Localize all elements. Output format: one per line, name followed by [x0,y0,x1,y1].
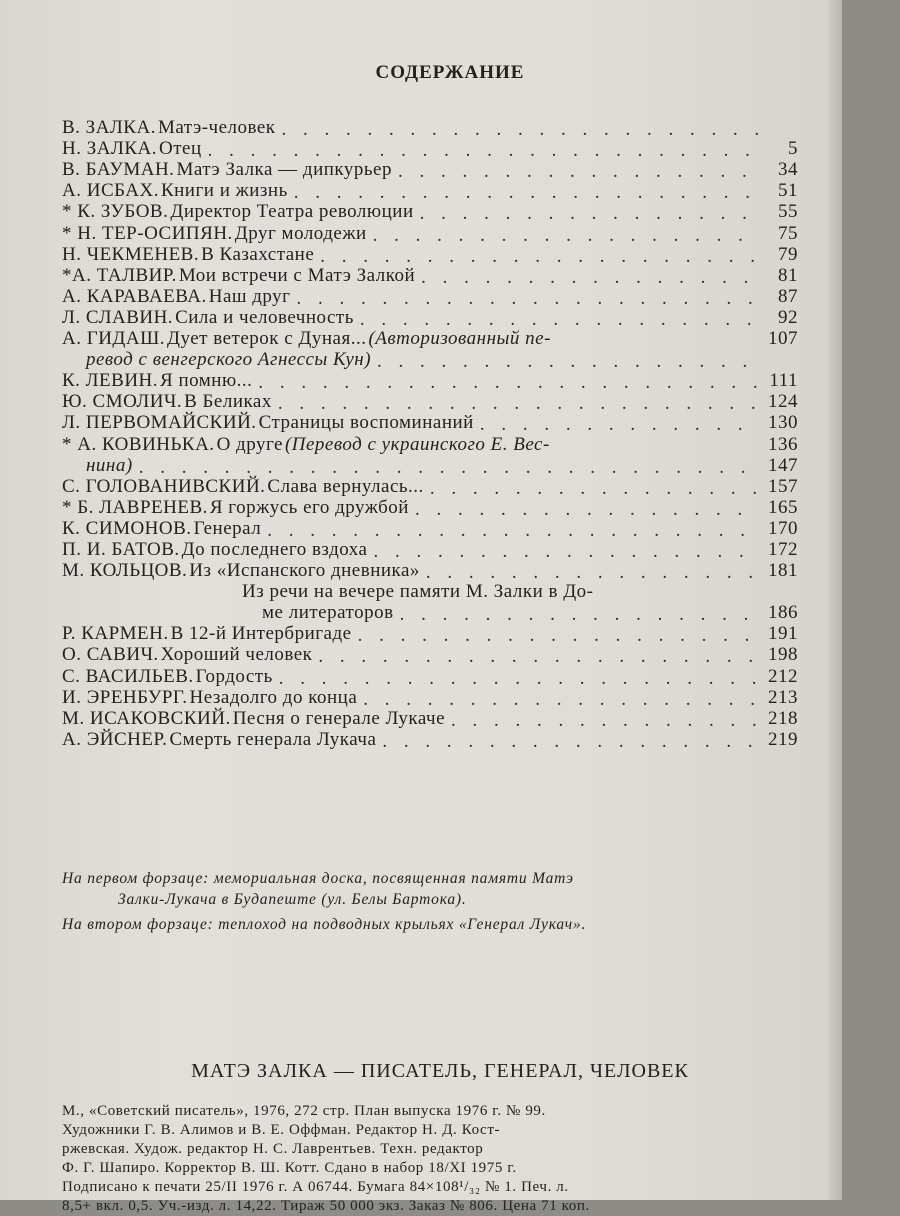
toc-leader-dots [474,415,760,434]
toc-entry [62,413,798,434]
toc-title: Я горжусь его дружбой [209,496,409,518]
toc-page-number: 111 [769,370,798,392]
toc-page-number: 165 [768,496,798,518]
toc-entry [62,329,798,350]
toc-leader-dots [252,373,760,392]
toc-leader-dots [312,647,760,666]
toc-leader-dots [445,711,760,730]
toc-entry [62,645,798,666]
toc-leader-dots [352,626,760,645]
toc-page-number: 218 [768,707,798,729]
toc-entry [62,308,798,329]
toc-page-number: 81 [778,264,798,286]
toc-title: Матэ-человек [157,117,276,139]
toc-title: В 12-й Интербригаде [170,623,352,645]
toc-leader-dots [424,479,760,498]
note-line: На первом форзаце: мемориальная доска, посвященная памяти Матэ [62,870,574,887]
toc-title: Друг молодежи [234,222,367,244]
toc-page-number: 212 [768,665,798,687]
toc-title: Слава вернулась... [267,475,424,497]
toc-entry [62,624,798,645]
toc-author: Ю. СМОЛИЧ. [62,391,183,413]
toc-page-number: 219 [768,728,798,750]
toc-leader-dots [409,500,760,519]
toc-entry [62,245,798,266]
toc-author: М. КОЛЬЦОВ. [62,560,188,582]
toc-title: Директор Театра революции [170,201,414,223]
endpaper-note-first [62,868,794,910]
toc-page-number: 55 [778,201,798,223]
toc-leader-dots [392,162,760,181]
toc-leader-dots [272,394,760,413]
toc-page-number: 136 [768,433,798,455]
endpaper-note-second [62,914,794,935]
note-line: На втором форзаце: теплоход на подводных крыльях «Генерал Лукач». [62,916,587,933]
toc-entry [62,434,798,455]
toc-title-note: ревод с венгерского Агнессы Кун) [86,349,372,371]
toc-author: И. ЭРЕНБУРГ. [62,686,188,708]
toc-title: Книги и жизнь [160,180,288,202]
toc-author: В. ЗАЛКА. [62,117,156,139]
toc-entry [62,540,798,561]
page-edge [828,0,842,1200]
toc-author: С. ВАСИЛЬЕВ. [62,665,194,687]
toc-title: В Казахстане [201,243,315,265]
toc-leader-dots [288,183,760,202]
note-line: Залки-Лукача в Будапеште (ул. Белы Бартока). [118,891,467,908]
toc-page-number: 107 [768,328,798,350]
toc-entry [62,181,798,202]
toc-author: С. ГОЛОВАНИВСКИЙ. [62,475,266,497]
toc-title: Из «Испанского дневника» [189,560,420,582]
toc-entry [62,498,798,519]
toc-leader-dots [420,563,760,582]
toc-entry [62,118,798,139]
toc-page-number: 213 [768,686,798,708]
imprint-line: Художники Г. В. Алимов и В. Е. Оффман. Редактор Н. Д. Кост- [62,1122,501,1138]
imprint-line: Ф. Г. Шапиро. Корректор В. Ш. Котт. Сдано в набор 18/XI 1975 г. [62,1160,517,1176]
toc-author: К. ЛЕВИН. [62,370,159,392]
toc-title: Хороший человек [160,644,313,666]
toc-title-note: (Авторизованный пе- [368,328,551,350]
toc-title: ме литераторов [262,602,394,624]
toc-page-number: 34 [778,159,798,181]
toc-entry [62,160,798,181]
toc-leader-dots [261,521,760,540]
toc-entry [62,582,798,603]
toc-leader-dots [133,458,760,477]
toc-entry [62,477,798,498]
toc-entry [62,561,798,582]
toc-title-note: (Перевод с украинского Е. Вес- [284,433,550,455]
toc-title: Смерть генерала Лукача [169,728,377,750]
toc-entry [62,350,798,371]
toc-entry [62,688,798,709]
toc-leader-dots [357,690,760,709]
toc-title: Незадолго до конца [189,686,358,708]
toc-author: Н. ЧЕКМЕНЕВ. [62,243,200,265]
book-title: МАТЭ ЗАЛКА — ПИСАТЕЛЬ, ГЕНЕРАЛ, ЧЕЛОВЕК [191,1060,689,1082]
toc-page-number: 75 [778,222,798,244]
toc-page-number: 191 [768,623,798,645]
toc-page-number: 157 [768,475,798,497]
imprint-block [62,1102,802,1216]
toc-leader-dots [273,669,760,688]
toc-entry [62,202,798,223]
toc-author: Р. КАРМЕН. [62,623,169,645]
toc-title: Я помню... [160,370,253,392]
toc-page-number: 172 [768,538,798,560]
toc-title: В Беликах [184,391,272,413]
toc-title: Матэ Залка — дипкурьер [176,159,392,181]
toc-entry [62,223,798,244]
toc-leader-dots [415,268,760,287]
toc-title: Отец [159,138,202,160]
toc-page-number: 130 [768,412,798,434]
toc-author: М. ИСАКОВСКИЙ. [62,707,231,729]
toc-title: Страницы воспоминаний [258,412,474,434]
toc-leader-dots [371,352,760,371]
toc-title: Дует ветерок с Дуная... [167,328,367,350]
imprint-line: Подписано к печати 25/II 1976 г. А 06744. Бумага 84×108¹/₃₂ № 1. Печ. л. [62,1179,569,1195]
toc-author: * Н. ТЕР-ОСИПЯН. [62,222,233,244]
toc-entry [62,666,798,687]
toc-page-number: 147 [768,454,798,476]
toc-title: Песня о генерале Лукаче [232,707,446,729]
toc-author: К. СИМОНОВ. [62,517,192,539]
toc-entry [62,266,798,287]
toc-title-note: нина) [86,454,133,476]
toc-entry [62,287,798,308]
imprint-line: М., «Советский писатель», 1976, 272 стр. План выпуска 1976 г. № 99. [62,1103,546,1119]
toc-entry [62,519,798,540]
toc-leader-dots [314,247,760,266]
toc-title: Генерал [193,517,262,539]
toc-author: О. САВИЧ. [62,644,159,666]
toc-author: Л. СЛАВИН. [62,306,174,328]
contents-heading: СОДЕРЖАНИЕ [375,62,525,83]
toc-author: Л. ПЕРВОМАЙСКИЙ. [62,412,257,434]
toc-leader-dots [276,120,760,139]
toc-page-number: 186 [768,602,798,624]
toc-title: До последнего вздоха [181,538,368,560]
toc-leader-dots [394,605,760,624]
toc-entry [62,730,798,751]
toc-entry [62,392,798,413]
toc-page-number: 51 [778,180,798,202]
toc-page-number: 87 [778,285,798,307]
toc-author: В. БАУМАН. [62,159,175,181]
toc-entry [62,603,798,624]
toc-leader-dots [354,310,760,329]
toc-page-number: 181 [768,560,798,582]
toc-page-number: 198 [768,644,798,666]
toc-author: * А. КОВИНЬКА. [62,433,215,455]
toc-page-number: 92 [778,306,798,328]
toc-page-number: 5 [788,138,798,160]
toc-page-number: 124 [768,391,798,413]
toc-leader-dots [367,226,760,245]
toc-leader-dots [202,141,760,160]
toc-leader-dots [376,732,760,751]
toc-entry [62,139,798,160]
toc-leader-dots [290,289,760,308]
imprint-line: 8,5+ вкл. 0,5. Уч.-изд. л. 14,22. Тираж 50 000 экз. Заказ № 806. Цена 71 коп. [62,1198,590,1214]
toc-title: Мои встречи с Матэ Залкой [178,264,416,286]
toc-entry [62,371,798,392]
toc-title: Наш друг [208,285,291,307]
toc-author: *А. ТАЛВИР. [62,264,177,286]
toc-leader-dots [367,542,760,561]
toc-author: А. ИСБАХ. [62,180,159,202]
toc-entry [62,456,798,477]
toc-entry [62,709,798,730]
toc-author: А. ГИДАШ. [62,328,166,350]
table-of-contents [62,118,798,751]
toc-author: А. КАРАВАЕВА. [62,285,207,307]
imprint-line: ржевская. Худож. редактор Н. С. Лаврентьев. Техн. редактор [62,1141,484,1157]
toc-author: * К. ЗУБОВ. [62,201,169,223]
toc-author: П. И. БАТОВ. [62,538,180,560]
toc-page-number: 79 [778,243,798,265]
toc-page-number: 170 [768,517,798,539]
toc-title: Сила и человечность [175,306,354,328]
toc-leader-dots [414,204,760,223]
toc-title: Гордость [195,665,273,687]
toc-author: Н. ЗАЛКА. [62,138,157,160]
toc-author: * Б. ЛАВРЕНЕВ. [62,496,208,518]
toc-author: А. ЭЙСНЕР. [62,728,168,750]
toc-title: О друге [216,433,283,455]
toc-title: Из речи на вечере памяти М. Залки в До- [242,581,594,603]
